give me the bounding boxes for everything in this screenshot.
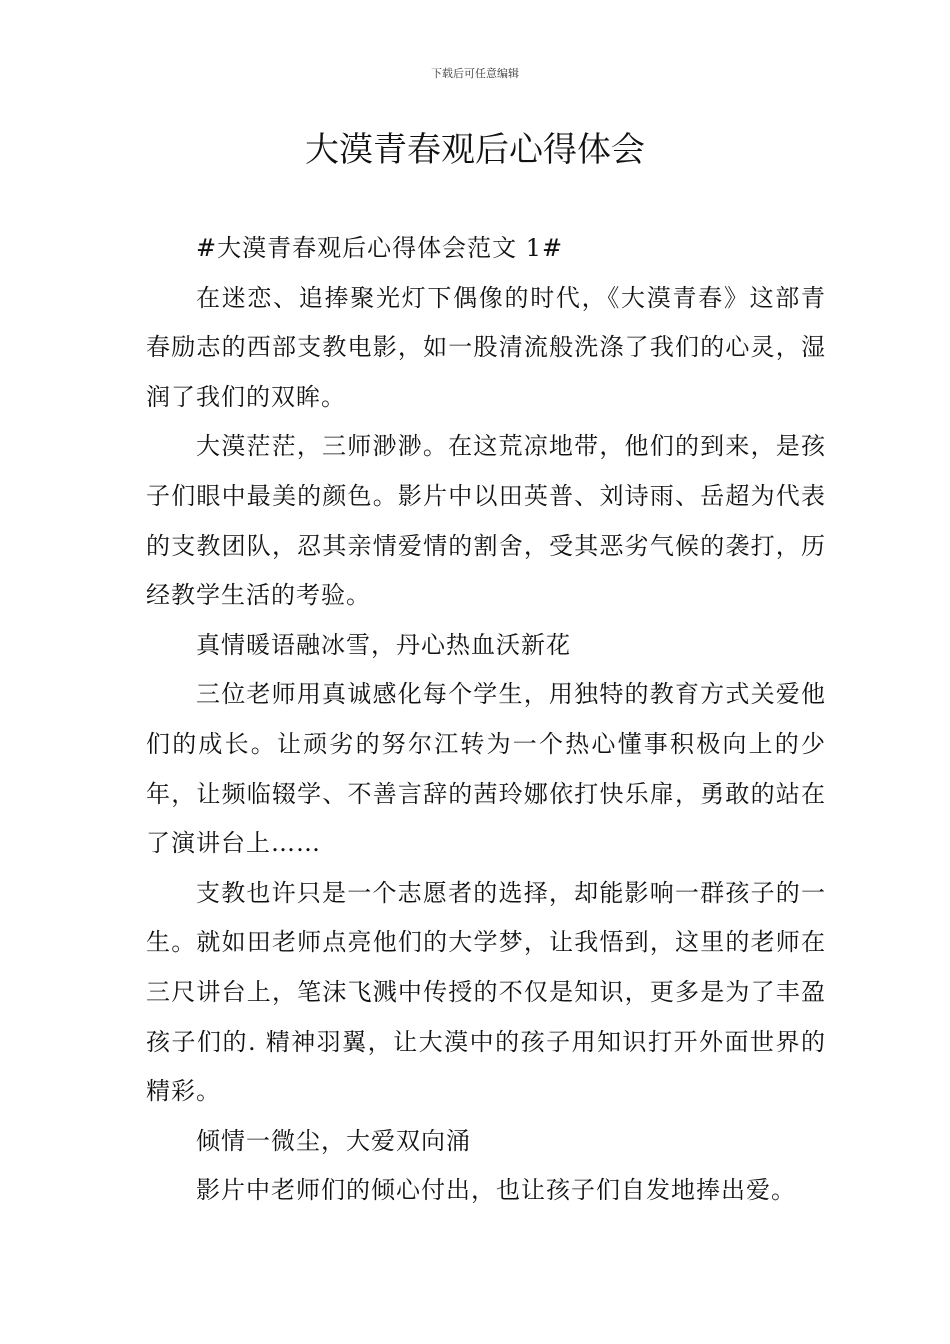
paragraph: 大漠茫茫，三师渺渺。在这荒凉地带，他们的到来，是孩子们眼中最美的颜色。影片中以田英普、刘诗雨、岳超为代表的支教团队，忍其亲情爱情的割舍，受其恶劣气候的袭打，历经教学生活的考验。 [146, 432, 826, 610]
subheading: 真情暖语融冰雪，丹心热血沃新花 [196, 630, 571, 659]
subheading: 倾情一微尘，大爱双向涌 [196, 1126, 471, 1155]
paragraph: 三位老师用真诚感化每个学生，用独特的教育方式关爱他们的成长。让顽劣的努尔江转为一个热心懂事积极向上的少年，让频临辍学、不善言辞的茜玲娜依打快乐扉，勇敢的站在了演讲台上…… [146, 680, 826, 858]
section-heading: #大漠青春观后心得体会范文 1# [196, 234, 564, 262]
header-note: 下载后可任意编辑 [431, 67, 519, 80]
document-title: 大漠青春观后心得体会 [305, 130, 645, 170]
paragraph: 支教也许只是一个志愿者的选择，却能影响一群孩子的一生。就如田老师点亮他们的大学梦，让我悟到，这里的老师在三尺讲台上，笔沫飞溅中传授的不仅是知识，更多是为了丰盈孩子们的. 精神羽翼，让大漠中的孩子用知识打开外面世界的精彩。 [146, 878, 826, 1106]
paragraph: 在迷恋、追捧聚光灯下偶像的时代，《大漠青春》这部青春励志的西部支教电影，如一股清流般洗涤了我们的心灵，湿润了我们的双眸。 [146, 283, 826, 411]
paragraph: 影片中老师们的倾心付出，也让孩子们自发地捧出爱。 [196, 1176, 796, 1205]
document-body [146, 224, 826, 1216]
